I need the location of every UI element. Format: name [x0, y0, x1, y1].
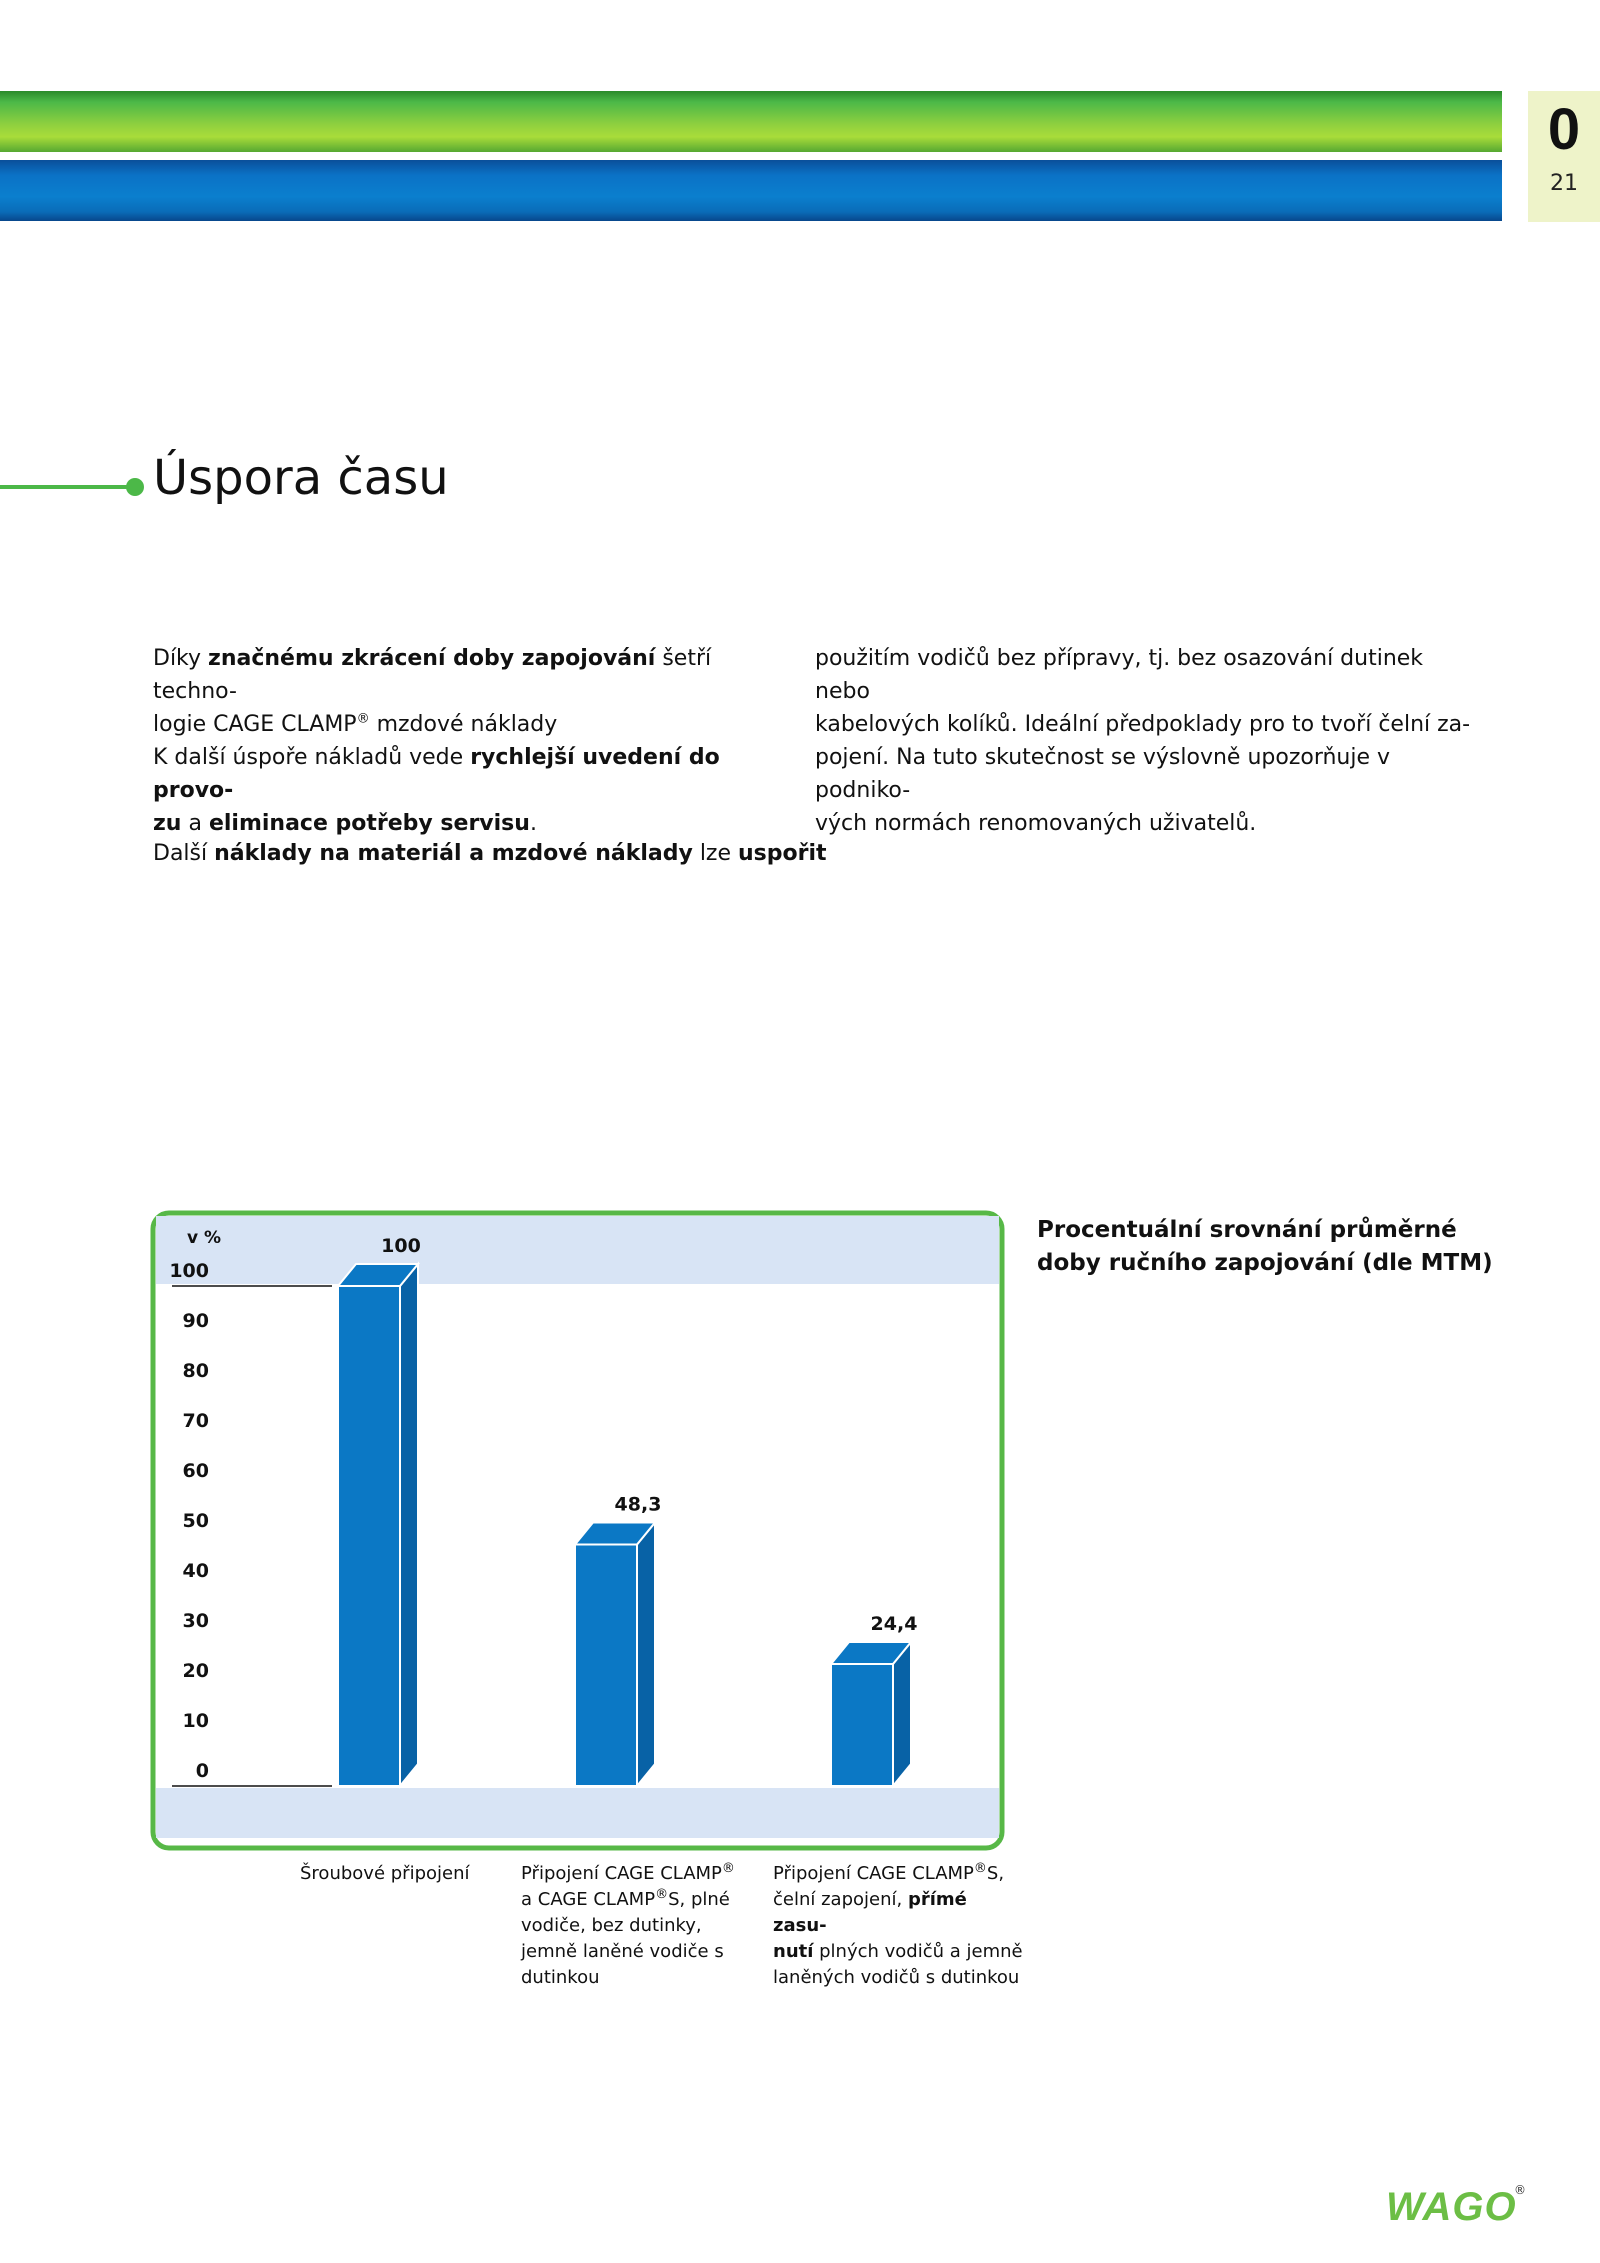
y-axis-label: v %: [187, 1228, 222, 1248]
y-tick-label-90: 90: [182, 1310, 209, 1332]
category-label-cage-clamp-s: Připojení CAGE CLAMP®S, čelní zapojení, přímé zasu- nutí plných vodičů a jemně laněných vodičů s dutinkou: [773, 1861, 1023, 1988]
intro-paragraph-3: Další náklady na materiál a mzdové náklady lze uspořit: [153, 841, 827, 866]
y-tick-label-10: 10: [182, 1710, 209, 1732]
y-tick-label-20: 20: [182, 1660, 209, 1682]
title-accent-dot: [126, 478, 144, 496]
category-label-cage-clamp: Připojení CAGE CLAMP® a CAGE CLAMP®S, plné vodiče, bez dutinky, jemně laněné vodiče s dutinkou: [521, 1861, 735, 1988]
bar-side-3: [893, 1642, 911, 1786]
bar-chart: [150, 1210, 1010, 1860]
y-tick-label-60: 60: [182, 1460, 209, 1482]
chapter-tab: [1528, 91, 1600, 222]
bar-front-1: [338, 1286, 400, 1786]
header-green-band: [0, 91, 1502, 152]
chart-bottom-band: [156, 1788, 999, 1838]
wago-logo-registered-mark: ®: [1514, 2183, 1526, 2197]
page-number: 21: [1550, 171, 1578, 196]
y-tick-label-40: 40: [182, 1560, 209, 1582]
y-tick-label-70: 70: [182, 1410, 209, 1432]
bar-value-label-2: 48,3: [614, 1493, 662, 1516]
wago-logo-text: WAGO: [1386, 2185, 1517, 2229]
y-tick-label-100: 100: [169, 1260, 209, 1282]
bar-value-label-3: 24,4: [870, 1613, 918, 1635]
title-accent-line: [0, 485, 128, 489]
page-title: Úspora času: [153, 450, 449, 506]
y-tick-label-0: 0: [195, 1760, 209, 1782]
chart-top-band: [156, 1216, 999, 1284]
bar-front-2: [575, 1545, 637, 1787]
y-tick-label-30: 30: [182, 1610, 209, 1632]
intro-paragraph-2: K další úspoře nákladů vede rychlejší uvedení do provo- zu a eliminace potřeby servisu.: [153, 745, 720, 836]
bar-side-2: [637, 1523, 655, 1787]
y-tick-label-80: 80: [182, 1360, 209, 1382]
header-blue-band: [0, 160, 1502, 221]
bar-2: [575, 1494, 661, 1787]
chapter-number: 0: [1547, 97, 1581, 162]
y-tick-label-50: 50: [182, 1510, 209, 1532]
bar-front-3: [831, 1664, 893, 1786]
wago-logo: [1386, 2178, 1526, 2230]
bar-value-label-1: 100: [381, 1235, 421, 1257]
bar-side-1: [400, 1264, 418, 1786]
bar-1: [338, 1235, 421, 1786]
intro-paragraph-right: použitím vodičů bez přípravy, tj. bez osazování dutinek nebo kabelových kolíků. Ideální předpoklady pro to tvoří čelní za- pojení. Na tuto skutečnost se výslovně upozorňuje v podniko- vých normách renomovaných uživatelů.: [815, 646, 1471, 836]
intro-paragraph-1: Díky značnému zkrácení doby zapojování šetří techno- logie CAGE CLAMP® mzdové náklady: [153, 646, 712, 737]
category-label-screw: Šroubové připojení: [300, 1863, 470, 1884]
chart-title: Procentuální srovnání průměrné doby ručního zapojování (dle MTM): [1037, 1217, 1493, 1276]
